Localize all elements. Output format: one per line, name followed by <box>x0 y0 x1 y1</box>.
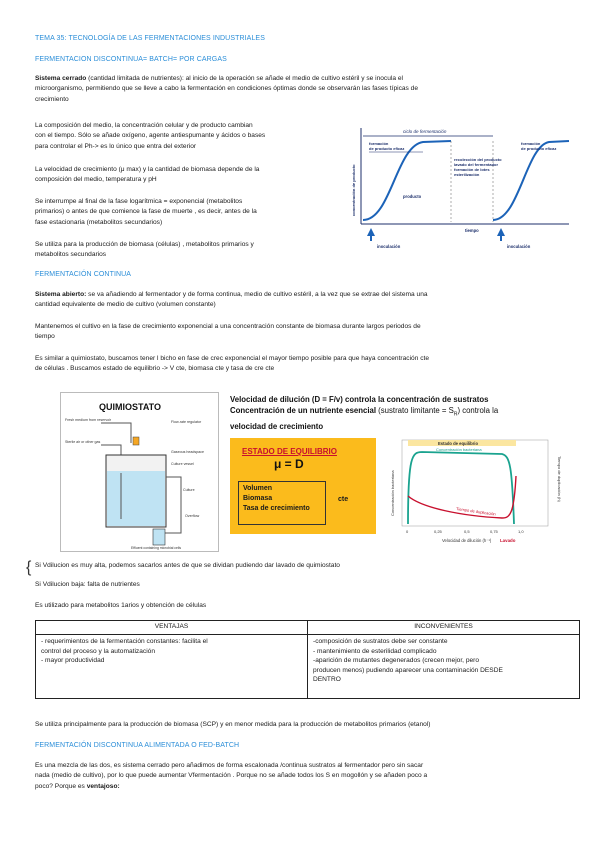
effluent-label: Effluent containing microbial cells <box>131 546 182 550</box>
recovery-label-2: lavado del fermentador <box>454 162 499 167</box>
eq-x-tick-3: 0,75 <box>490 529 498 534</box>
disadvantages-header: INCONVENIENTES <box>308 621 580 635</box>
culture-label: Culture <box>183 488 195 492</box>
disadvantage-line-2: - mantenimiento de esterilidad complicado <box>313 647 437 655</box>
formation-right-label-1: formación <box>521 141 541 146</box>
overflow-label: Overflow <box>185 514 200 518</box>
batch-cycle-figure <box>341 124 573 254</box>
recovery-label-4: esterilización <box>454 172 480 177</box>
note-used-for: Es utilizado para metabolitos 1arios y obtención de células <box>35 602 207 609</box>
note-high-dilution: Si Vdilucion es muy alta, podemos sacarlos antes de que se dividan pudiendo dar lavado de quimiostato <box>35 562 340 569</box>
product-label: producto <box>403 194 422 199</box>
equilibrium-title: ESTADO DE EQUILIBRIO <box>242 447 337 456</box>
inoculation-arrow-2-stem <box>500 235 502 241</box>
chemostat-title: QUIMIOSTATO <box>99 402 161 412</box>
advantage-line-3: - mayor productividad <box>41 657 105 665</box>
scp-text: Se utiliza principalmente para la producción de biomasa (SCP) y en menor medida para la producción de metabolitos primarios (etanol) <box>35 721 431 728</box>
vessel-label: Culture vessel <box>171 462 194 466</box>
disadvantage-line-3: -aparición de mutantes degenerados (crecen mejor, pero <box>313 657 480 665</box>
batch-paragraph-4: Se interrumpe al final de la fase logarítmica = exponencial (metabolitos primarios) o antes de que comience la fase de muerte , es decir, antes de la fase estacionaria (metabolitos secundarios) <box>35 198 257 226</box>
eq-x-tick-4: 1,0 <box>518 529 524 534</box>
advantage-line-1: - requerimientos de la fermentación constantes: facilita el <box>41 638 208 645</box>
batch-y-axis-label: concentración de producto <box>351 164 356 216</box>
disadvantages-cell <box>308 635 580 699</box>
disadvantage-line-5: DENTRO <box>313 676 341 684</box>
effluent-vessel <box>153 529 165 545</box>
gaseous-label: Gaseous headspace <box>171 450 204 454</box>
fedbatch-heading: FERMENTACIÓN DISCONTINUA ALIMENTADA O FED-BATCH <box>35 742 240 749</box>
equilibrium-state-label: Estado de equilibrio <box>438 441 479 446</box>
inoculation-arrow-1 <box>367 228 375 236</box>
sterile-air-label: Sterile air or other gas <box>65 440 101 444</box>
formation-left-label-2: de producto eficaz <box>369 146 405 151</box>
brace-icon: { <box>26 559 32 576</box>
inoculation-arrow-1-stem <box>370 235 372 241</box>
equilibrium-item-rate: Tasa de crecimiento <box>243 505 310 512</box>
washout-label: Lavado <box>500 538 516 543</box>
inoculation-label-2: inoculación <box>507 244 531 249</box>
chemostat-diagram <box>60 392 219 552</box>
bacteria-curve-label: Concentración bacteriana <box>436 447 482 452</box>
eq-x-tick-1: 0,25 <box>434 529 442 534</box>
chemostat-drawing <box>61 393 218 551</box>
culture-liquid <box>107 471 165 526</box>
batch-paragraph-3: La velocidad de crecimiento (μ max) y la cantidad de biomasa depende de la composición del medio, temperatura y pH <box>35 166 260 184</box>
equilibrium-cte: cte <box>338 496 349 503</box>
advantages-header: VENTAJAS <box>36 621 308 635</box>
eq-y-right-label: Tiempo de duplicación (h) <box>557 456 562 502</box>
dilution-text: Velocidad de dilución (D = F/v) controla la concentración de sustratos Concentración de un nutriente esencial (sustrato limitante = $S_R$) controla la velocidad de crecimiento <box>230 395 499 431</box>
cycle-label: ciclo de fermentación <box>403 129 447 134</box>
eq-x-label: Velocidad de dilución (h⁻¹) <box>442 538 492 543</box>
batch-paragraph-1: Sistema cerrado (cantidad limitada de nutrientes): al inicio de la operación se añade el medio de cultivo estéril y se inocula el microorganismo, permitiendo que se lleve a cabo la fermentación en condiciones óptimas donde se observarán las fases típicas de crecimiento <box>35 75 419 103</box>
flow-rate-label: Flow-rate regulator <box>171 420 202 424</box>
batch-paragraph-2: La composición del medio, la concentración celular y de producto cambian con el tiempo. Sólo se añade oxígeno, agente antiespumante y ácidos o bases para controlar el Ph-> es lo único que entra del exterior <box>35 122 266 150</box>
advantages-table <box>35 620 580 699</box>
eq-x-tick-2: 0,5 <box>464 529 470 534</box>
batch-paragraph-5: Se utiliza para la producción de biomasa (células) , metabolitos primarios y metabolitos secundarios <box>35 241 254 259</box>
recovery-label-1: recolección del producto <box>454 157 502 162</box>
advantages-cell <box>36 635 308 699</box>
note-low-dilution: Si Vdilucion baja: falta de nutrientes <box>35 581 140 588</box>
equilibrium-item-volume: Volumen <box>243 485 273 492</box>
flow-regulator <box>133 437 139 445</box>
batch-x-axis-label: tiempo <box>465 228 479 233</box>
inoculation-arrow-2 <box>497 228 505 236</box>
continuous-paragraph-2: Mantenemos el cultivo en la fase de crecimiento exponencial a una concentración constante de biomasa durante largos periodos de tiempo <box>35 323 421 341</box>
feed-line <box>101 423 131 443</box>
fedbatch-paragraph: Es una mezcla de las dos, es sistema cerrado pero añadimos de forma escalonada /continua sustratos al fermentador pero sin sacar nada (medio de cultivo), por lo que puede aumentar Vfermentación . Porque no se añade todos los S en mogollón y se añaden poco a poco? Porque es ventajoso: <box>35 762 428 790</box>
disadvantage-line-1: -composición de sustratos debe ser constante <box>313 638 448 645</box>
equilibrium-formula: μ = D <box>274 457 304 471</box>
batch-curve-2 <box>493 141 569 220</box>
fresh-medium-label: Fresh medium from reservoir <box>65 418 112 422</box>
inoculation-label-1: inoculación <box>377 244 401 249</box>
recovery-label-3: formación de lotes <box>454 167 490 172</box>
formation-right-label-2: de producto eficaz <box>521 146 557 151</box>
eq-y-left-label: Concentración bacteriana <box>390 470 395 516</box>
disadvantage-line-4: producen menos) pudiendo aparecer una contaminación DESDE <box>313 666 503 674</box>
equilibrium-item-biomass: Biomasa <box>243 495 273 502</box>
batch-heading: FERMENTACION DISCONTINUA= BATCH= POR CARGAS <box>35 56 227 63</box>
doubling-curve-label: Tiempo de duplicación <box>455 506 497 517</box>
continuous-paragraph-3: Es similar a quimiostato, buscamos tener l bicho en fase de crec exponencial el mayor tiempo posible para que haya concentración cte de células . Buscamos estado de equilibrio -> V cte, biomasa cte y tasa de cre cte <box>35 355 430 373</box>
doc-title: TEMA 35: TECNOLOGÍA DE LAS FERMENTACIONES INDUSTRIALES <box>35 35 265 42</box>
batch-curve-1 <box>363 141 451 220</box>
continuous-heading: FERMENTACIÓN CONTINUA <box>35 271 132 278</box>
eq-x-tick-0: 0 <box>406 529 409 534</box>
advantage-line-2: control del proceso y la automatización <box>41 647 155 655</box>
formation-left-label-1: formación <box>369 141 389 146</box>
equilibrium-box <box>230 438 376 534</box>
equilibrium-chart <box>382 436 572 552</box>
equilibrium-list <box>238 481 326 525</box>
continuous-paragraph-1: Sistema abierto: se va añadiendo al fermentador y de forma continua, medio de cultivo estéril, a la vez que se extrae del sistema una cantidad equivalente de medio de cultivo (volumen constante) <box>35 291 428 309</box>
